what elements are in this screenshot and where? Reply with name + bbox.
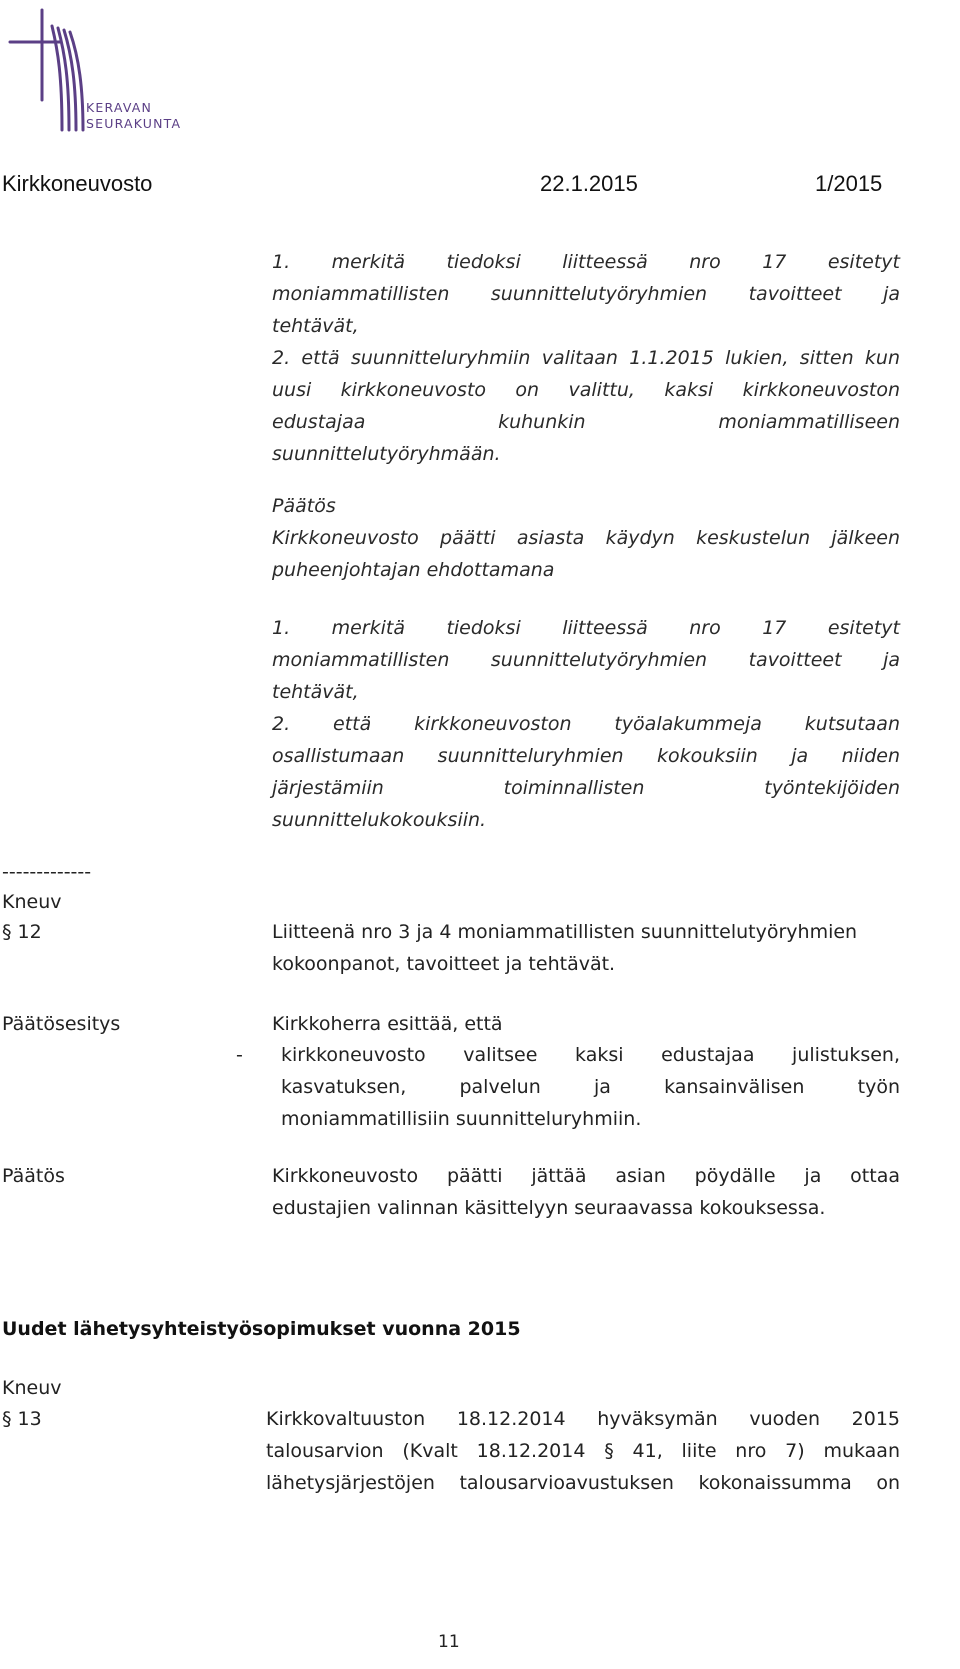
logo-line1: KERAVAN: [86, 100, 153, 115]
block1-line: edustajaa kuhunkin moniammatilliseen: [272, 411, 900, 433]
decision-label: Päätös: [2, 1165, 65, 1187]
block1-line: 2. että suunnitteluryhmiin valitaan 1.1.2015 lukien, sitten kun: [272, 347, 900, 369]
block2-line: 1. merkitä tiedoksi liitteessä nro 17 esitetyt: [272, 617, 900, 639]
decision1-line: puheenjohtajan ehdottamana: [272, 559, 555, 581]
separator: -------------: [2, 861, 92, 883]
kneuv-label: Kneuv: [2, 891, 62, 913]
proposal-intro: Kirkkoherra esittää, että: [272, 1013, 503, 1035]
block2-line: suunnittelukokouksiin.: [272, 809, 487, 831]
section13-line: lähetysjärjestöjen talousarvioavustuksen kokonaissumma on: [266, 1472, 900, 1494]
bullet-dash: -: [236, 1044, 243, 1066]
block2-line: tehtävät,: [272, 681, 359, 703]
decision-line: Kirkkoneuvosto päätti jättää asian pöydälle ja ottaa: [272, 1165, 900, 1187]
decision-text: [272, 1160, 900, 1224]
block2-paragraph: [272, 612, 900, 836]
section13-title: Uudet lähetysyhteistyösopimukset vuonna 2015: [2, 1318, 521, 1340]
section12-text: [272, 916, 900, 980]
page-number: 11: [438, 1632, 460, 1652]
block1-line: suunnittelutyöryhmään.: [272, 443, 501, 465]
block2-line: moniammatillisten suunnittelutyöryhmien tavoitteet ja: [272, 649, 900, 671]
proposal-label: Päätösesitys: [2, 1013, 121, 1035]
header-date: 22.1.2015: [540, 171, 638, 196]
logo-line2: SEURAKUNTA: [86, 116, 182, 131]
block1-line: tehtävät,: [272, 315, 359, 337]
decision1-paragraph: [272, 490, 900, 586]
block1-line: moniammatillisten suunnittelutyöryhmien tavoitteet ja: [272, 283, 900, 305]
decision-line: edustajien valinnan käsittelyyn seuraavassa kokouksessa.: [272, 1197, 826, 1219]
section12-line: kokoonpanot, tavoitteet ja tehtävät.: [272, 953, 616, 975]
section-number: § 12: [2, 921, 42, 943]
decision1-line: Kirkkoneuvosto päätti asiasta käydyn keskustelun jälkeen: [272, 527, 900, 549]
block2-line: järjestämiin toiminnallisten työntekijöiden: [272, 777, 900, 799]
block2-line: 2. että kirkkoneuvoston työalakummeja kutsutaan: [272, 713, 900, 735]
section13-text: [266, 1403, 900, 1499]
kneuv-label: Kneuv: [2, 1377, 62, 1399]
block2-line: osallistumaan suunnitteluryhmien kokouksiin ja niiden: [272, 745, 900, 767]
header-number: 1/2015: [815, 171, 883, 196]
block1-paragraph: [272, 246, 900, 470]
proposal-bullet-text: [281, 1039, 900, 1135]
bullet-line: moniammatillisiin suunnitteluryhmiin.: [281, 1108, 642, 1130]
section13-line: Kirkkovaltuuston 18.12.2014 hyväksymän vuoden 2015: [266, 1408, 900, 1430]
seurakunta-logo-icon: [8, 6, 88, 136]
decision1-heading: Päätös: [272, 495, 336, 517]
section13-line: talousarvion (Kvalt 18.12.2014 § 41, liite nro 7) mukaan: [266, 1440, 900, 1462]
header-title: Kirkkoneuvosto: [2, 171, 153, 196]
section12-line: Liitteenä nro 3 ja 4 moniammatillisten suunnittelutyöryhmien: [272, 921, 858, 943]
section-number: § 13: [2, 1408, 42, 1430]
block1-line: uusi kirkkoneuvosto on valittu, kaksi kirkkoneuvoston: [272, 379, 900, 401]
block1-line: 1. merkitä tiedoksi liitteessä nro 17 esitetyt: [272, 251, 900, 273]
bullet-line: kirkkoneuvosto valitsee kaksi edustajaa julistuksen,: [281, 1044, 900, 1066]
bullet-line: kasvatuksen, palvelun ja kansainvälisen työn: [281, 1076, 900, 1098]
